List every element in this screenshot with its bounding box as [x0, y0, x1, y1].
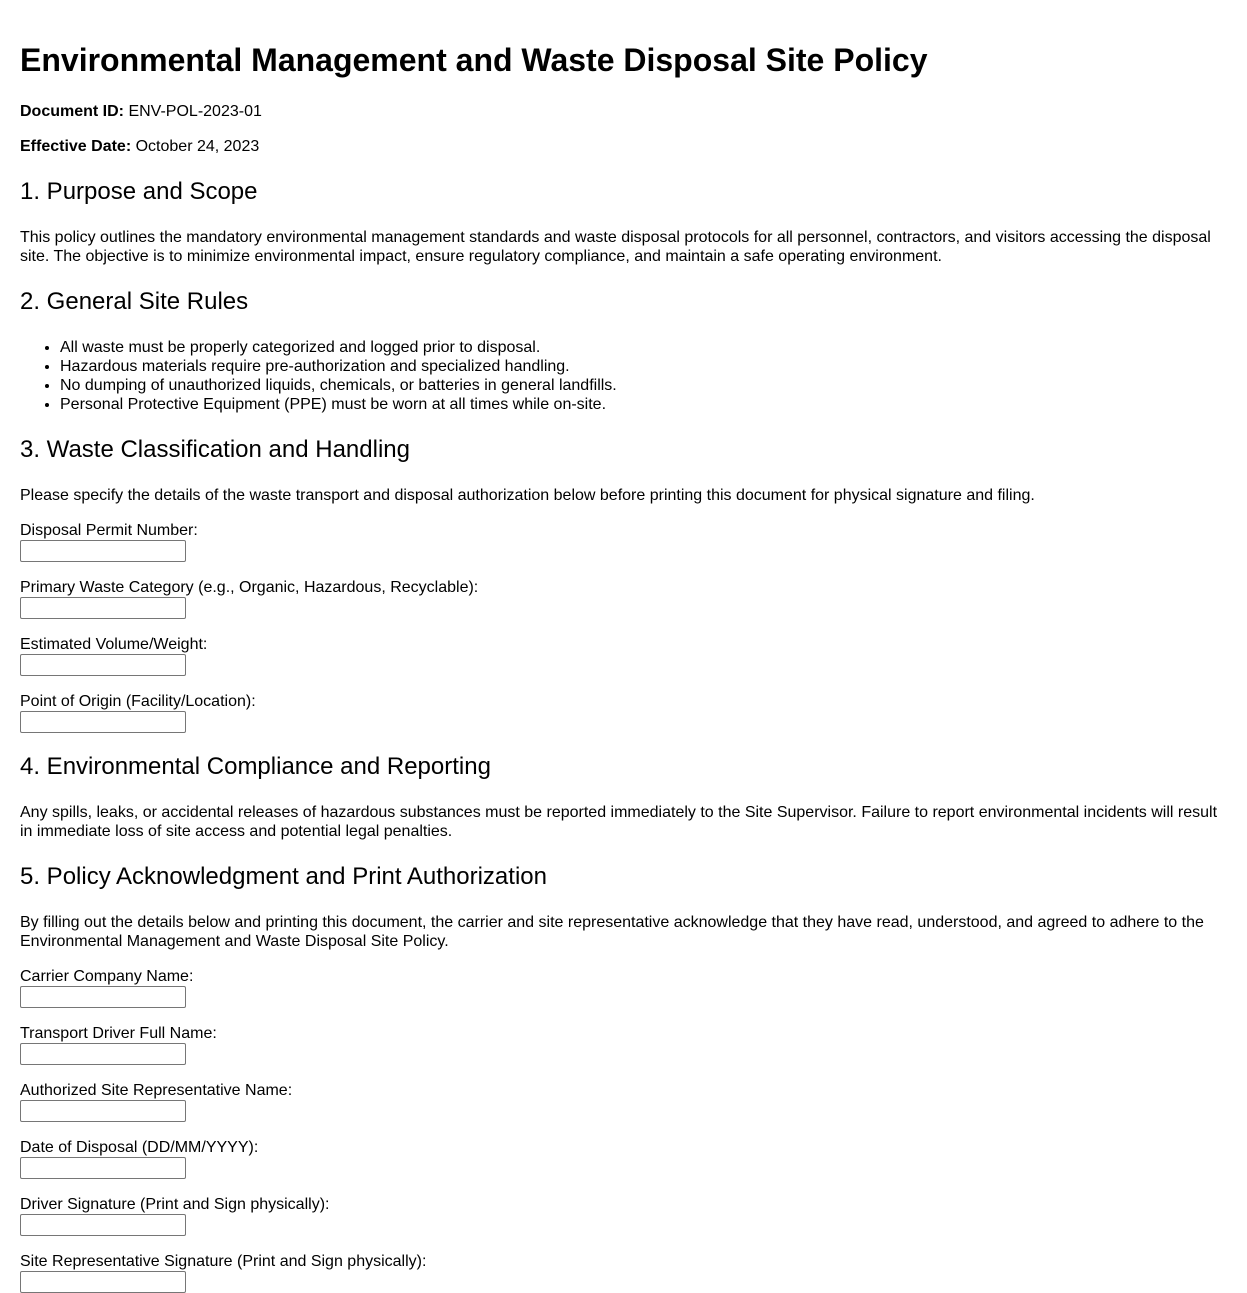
page-title: Environmental Management and Waste Disposal Site Policy — [20, 42, 928, 78]
field-primary-waste-category — [20, 578, 1227, 619]
list-item: • Personal Protective Equipment (PPE) must be worn at all times while on-site. — [60, 395, 1227, 414]
document-id-value: ENV-POL-2023-01 — [128, 103, 262, 120]
field-site-representative-name — [20, 1081, 1227, 1122]
disposal-permit-number-input[interactable] — [20, 540, 186, 562]
effective-date — [20, 137, 1227, 156]
field-label: Point of Origin (Facility/Location): — [20, 693, 256, 710]
field-label: Estimated Volume/Weight: — [20, 636, 208, 653]
field-point-of-origin — [20, 692, 1227, 733]
field-carrier-company-name — [20, 967, 1227, 1008]
driver-signature-input[interactable] — [20, 1214, 186, 1236]
field-label: Carrier Company Name: — [20, 968, 194, 985]
primary-waste-category-input[interactable] — [20, 597, 186, 619]
field-site-representative-signature — [20, 1252, 1227, 1293]
effective-date-label: Effective Date: — [20, 138, 132, 155]
section-heading-site-rules: 2. General Site Rules — [20, 288, 249, 315]
field-label: Date of Disposal (DD/MM/YYYY): — [20, 1139, 259, 1156]
section-text-waste-classification: Please specify the details of the waste transport and disposal authorization below before printing this document for physical signature and filing. — [20, 487, 1035, 504]
field-label: Driver Signature (Print and Sign physically): — [20, 1196, 330, 1213]
section-heading-compliance: 4. Environmental Compliance and Reporting — [20, 753, 491, 780]
estimated-volume-input[interactable] — [20, 654, 186, 676]
section-heading-purpose: 1. Purpose and Scope — [20, 178, 258, 205]
date-of-disposal-input[interactable] — [20, 1157, 186, 1179]
field-transport-driver-name — [20, 1024, 1227, 1065]
list-item: • No dumping of unauthorized liquids, chemicals, or batteries in general landfills. — [60, 376, 1227, 395]
list-item: • All waste must be properly categorized and logged prior to disposal. — [60, 338, 1227, 357]
field-date-of-disposal — [20, 1138, 1227, 1179]
effective-date-value: October 24, 2023 — [135, 138, 260, 155]
carrier-company-name-input[interactable] — [20, 986, 186, 1008]
list-item: • Hazardous materials require pre-authorization and specialized handling. — [60, 357, 1227, 376]
section-text-purpose: This policy outlines the mandatory environmental management standards and waste disposal protocols for all personnel, contractors, and visitors accessing the disposal site. The objective is to minimize environmental impact, ensure regulatory compliance, and maintain a safe operating environment. — [20, 229, 1211, 265]
field-estimated-volume — [20, 635, 1227, 676]
field-disposal-permit-number — [20, 521, 1227, 562]
site-rules-list — [20, 338, 1227, 414]
section-text-compliance: Any spills, leaks, or accidental releases of hazardous substances must be reported immediately to the Site Supervisor. Failure to report environmental incidents will result in immediate loss of site access and potential legal penalties. — [20, 804, 1218, 840]
field-label: Primary Waste Category (e.g., Organic, Hazardous, Recyclable): — [20, 579, 479, 596]
transport-driver-name-input[interactable] — [20, 1043, 186, 1065]
section-heading-waste-classification: 3. Waste Classification and Handling — [20, 436, 410, 463]
site-representative-name-input[interactable] — [20, 1100, 186, 1122]
field-driver-signature — [20, 1195, 1227, 1236]
field-label: Site Representative Signature (Print and Sign physically): — [20, 1253, 427, 1270]
field-label: Disposal Permit Number: — [20, 522, 198, 539]
point-of-origin-input[interactable] — [20, 711, 186, 733]
document-id-label: Document ID: — [20, 103, 124, 120]
section-heading-acknowledgment: 5. Policy Acknowledgment and Print Authorization — [20, 863, 547, 890]
site-representative-signature-input[interactable] — [20, 1271, 186, 1293]
field-label: Transport Driver Full Name: — [20, 1025, 217, 1042]
document-id — [20, 102, 1227, 121]
section-text-acknowledgment: By filling out the details below and printing this document, the carrier and site representative acknowledge that they have read, understood, and agreed to adhere to the Environmental Management and Waste Disposal Site Policy. — [20, 914, 1204, 950]
field-label: Authorized Site Representative Name: — [20, 1082, 293, 1099]
